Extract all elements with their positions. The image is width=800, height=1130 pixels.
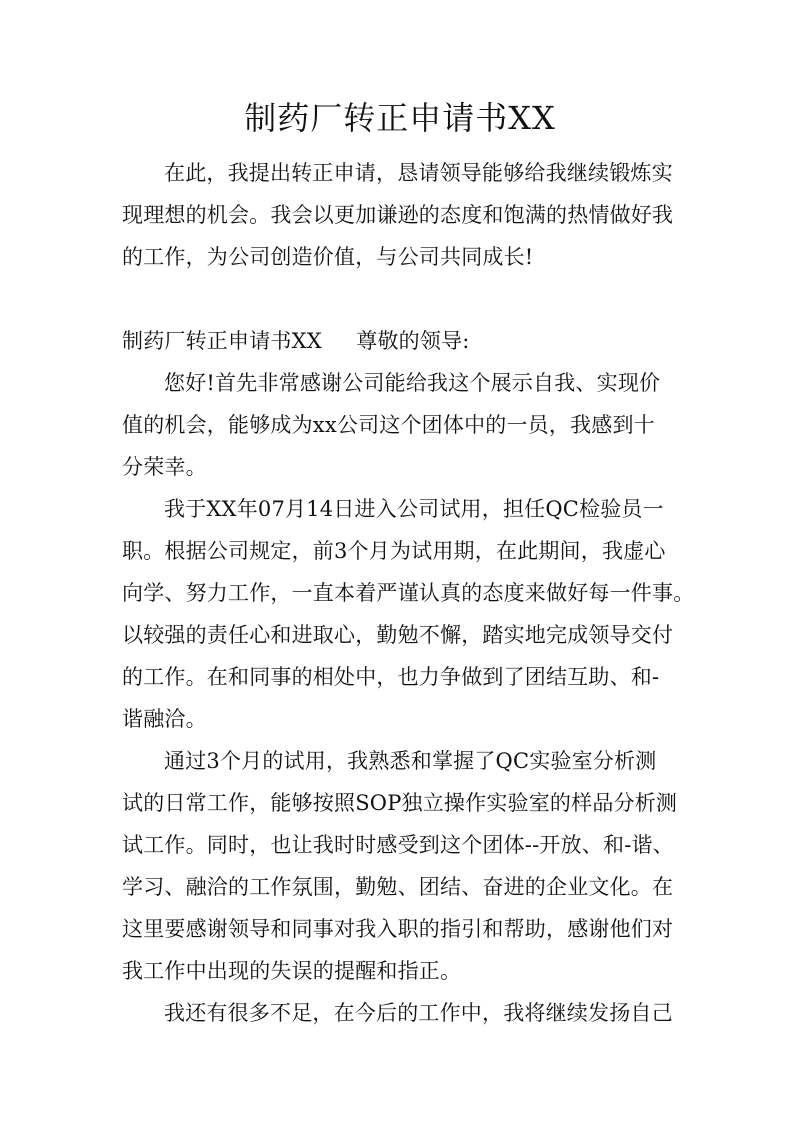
salutation-line: 制药厂转正申请书XX 尊敬的领导:: [122, 329, 470, 353]
paragraph-line: 职。根据公司规定，前3个月为试用期，在此期间，我虚心: [122, 539, 666, 563]
paragraph-line: 值的机会，能够成为xx公司这个团体中的一员，我感到十: [122, 413, 655, 437]
paragraph-line: 试的日常工作，能够按照SOP独立操作实验室的样品分析测: [122, 791, 678, 815]
paragraph-line: 在此，我提出转正申请，恳请领导能够给我继续锻炼实: [164, 161, 673, 185]
paragraph-line: 分荣幸。: [122, 455, 207, 479]
paragraph-line: 的工作。在和同事的相处中，也力争做到了团结互助、和-: [122, 665, 660, 689]
paragraph-line: 谐融洽。: [122, 707, 207, 731]
paragraph-line: 这里要感谢领导和同事对我入职的指引和帮助，感谢他们对: [122, 917, 674, 941]
paragraph-line: 我还有很多不足，在今后的工作中，我将继续发扬自己: [164, 1001, 673, 1025]
document-title: 制药厂转正申请书XX: [244, 99, 556, 137]
paragraph-line: 您好!首先非常感谢公司能给我这个展示自我、实现价: [164, 371, 661, 395]
paragraph-line: 通过3个月的试用，我熟悉和掌握了QC实验室分析测: [164, 749, 657, 773]
paragraph-line: 我于XX年07月14日进入公司试用，担任QC检验员一: [164, 497, 664, 521]
paragraph-line: 的工作，为公司创造价值，与公司共同成长!: [122, 245, 534, 269]
paragraph-line: 以较强的责任心和进取心，勤勉不懈，踏实地完成领导交付: [122, 623, 674, 647]
paragraph-line: 试工作。同时，也让我时时感受到这个团体--开放、和-谐、: [122, 833, 674, 857]
paragraph-line: 学习、融洽的工作氛围，勤勉、团结、奋进的企业文化。在: [122, 875, 674, 899]
paragraph-line: 现理想的机会。我会以更加谦逊的态度和饱满的热情做好我: [122, 203, 674, 227]
paragraph-line: 我工作中出现的失误的提醒和指正。: [122, 959, 462, 983]
paragraph-line: 向学、努力工作，一直本着严谨认真的态度来做好每一件事。: [122, 581, 695, 605]
